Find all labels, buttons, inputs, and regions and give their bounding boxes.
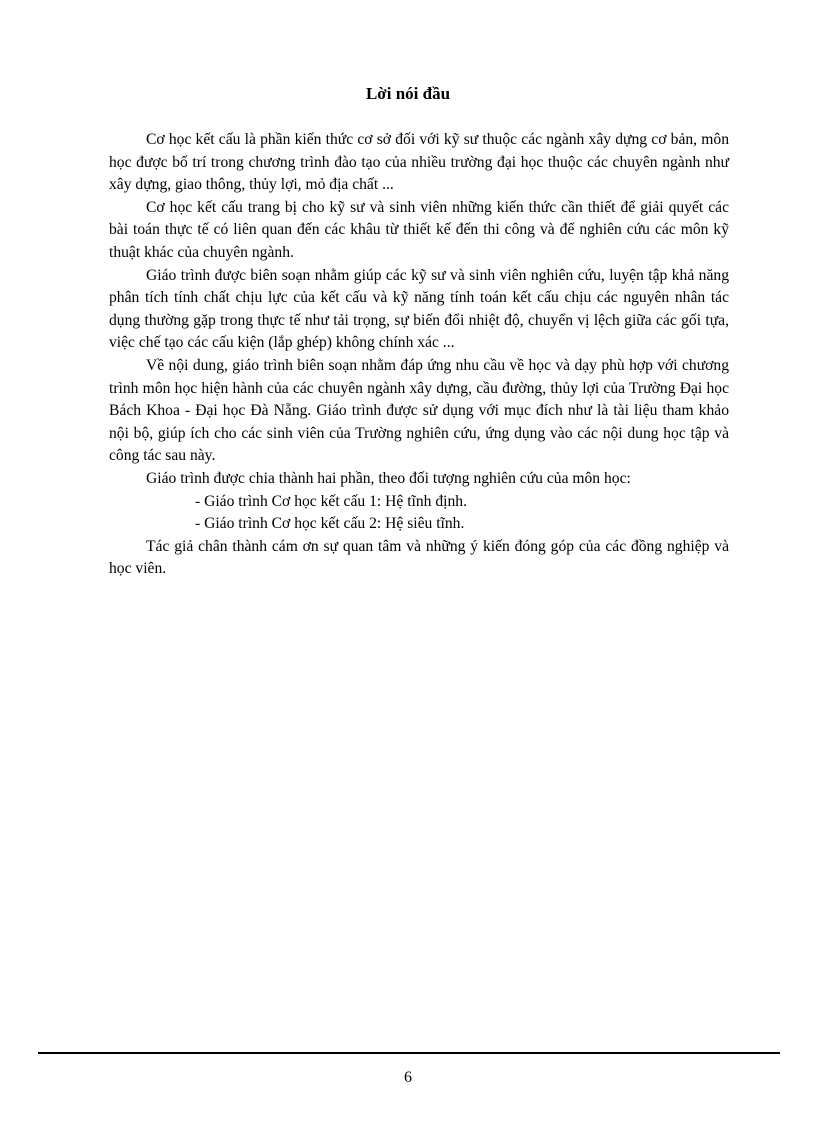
- paragraph-1: Cơ học kết cấu là phần kiến thức cơ sở đối với kỹ sư thuộc các ngành xây dựng cơ bản, môn học được bố trí trong chương trình đào tạo của nhiều trường đại học thuộc các chuyên ngành như xây dựng, giao thông, thủy lợi, mỏ địa chất ...: [109, 131, 729, 194]
- page-number: 6: [404, 1069, 412, 1086]
- page-title: Lời nói đầu: [365, 84, 451, 103]
- closing-paragraph: Tác giả chân thành cám ơn sự quan tâm và những ý kiến đóng góp của các đồng nghiệp và học viên.: [109, 537, 729, 578]
- bullet-item-2: - Giáo trình Cơ học kết cấu 2: Hệ siêu tĩnh.: [195, 515, 465, 533]
- paragraph-4: Về nội dung, giáo trình biên soạn nhằm đáp ứng nhu cầu về học và dạy phù hợp với chương trình môn học hiện hành của các chuyên ngành xây dựng, cầu đường, thủy lợi của Trường Đại học Bách Khoa - Đại học Đà Nẵng. Giáo trình được sử dụng với mục đích như là tài liệu tham khảo nội bộ, giúp ích cho các sinh viên của Trường nghiên cứu, ứng dụng vào các nội dung học tập và công tác sau này.: [109, 356, 729, 465]
- paragraph-3: Giáo trình được biên soạn nhằm giúp các kỹ sư và sinh viên nghiên cứu, luyện tập khả năng phân tích tính chất chịu lực của kết cấu và kỹ năng tính toán kết cấu chịu các nguyên nhân tác dụng thường gặp trong thực tế như tải trọng, sự biến đổi nhiệt độ, chuyển vị lệch giữa các gối tựa, việc chế tạo các cấu kiện (lắp ghép) không chính xác ...: [109, 266, 729, 352]
- footer-divider: [38, 1052, 780, 1054]
- paragraph-2: Cơ học kết cấu trang bị cho kỹ sư và sinh viên những kiến thức cần thiết để giải quyết các bài toán thực tế có liên quan đến các khâu từ thiết kế đến thi công và để nghiên cứu các môn kỹ thuật khác của chuyên ngành.: [109, 198, 729, 261]
- body-text: [109, 129, 729, 581]
- bullet-item-1: - Giáo trình Cơ học kết cấu 1: Hệ tĩnh định.: [195, 492, 467, 510]
- paragraph-5: Giáo trình được chia thành hai phần, theo đối tượng nghiên cứu của môn học:: [146, 469, 631, 487]
